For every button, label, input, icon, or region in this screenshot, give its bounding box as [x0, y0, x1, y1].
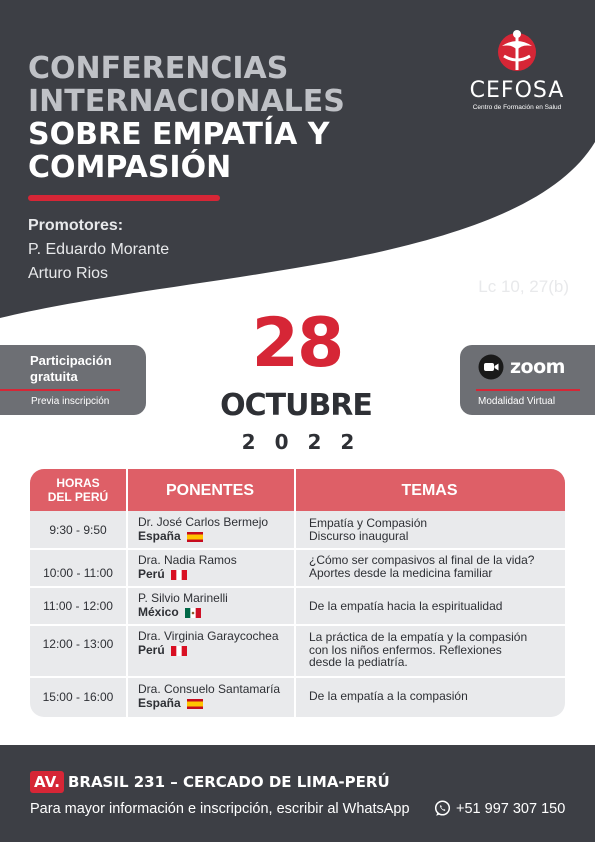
table-row: [30, 626, 565, 676]
table-row: [30, 511, 565, 548]
row-speaker: P. Silvio Marinelli: [138, 591, 228, 605]
schedule-header: [30, 469, 565, 511]
cefosa-emblem-icon: [492, 26, 542, 76]
row-country: Perú: [138, 567, 165, 581]
spain-flag-icon: [187, 699, 203, 709]
row-speaker: Dra. Nadia Ramos: [138, 553, 237, 567]
row-topic-line: De la empatía hacia la espiritualidad: [309, 599, 503, 613]
address-av-tag: AV.: [30, 771, 64, 793]
contact-info: Para mayor información e inscripción, escribir al WhatsApp: [30, 801, 410, 817]
title-underline: [28, 195, 220, 201]
event-month: OCTUBRE: [220, 388, 372, 423]
zoom-label: zoom: [510, 356, 565, 378]
badge-left-line-2: gratuita: [30, 369, 78, 384]
row-topic-line: Aportes desde la medicina familiar: [309, 565, 493, 580]
quote-reference: Lc 10, 27(b): [478, 277, 569, 296]
title-line-1: CONFERENCIAS: [28, 51, 289, 86]
header-hours: [30, 476, 126, 504]
address: [30, 771, 390, 793]
whatsapp-icon: [434, 800, 451, 817]
row-topic-line: Empatía y Compasión: [309, 516, 428, 530]
promoters-heading: Promotores:: [28, 217, 124, 234]
whatsapp-phone: +51 997 307 150: [456, 800, 566, 817]
row-time: 10:00 - 11:00: [43, 566, 113, 580]
row-topic-line: La práctica de la empatía y la compasión: [309, 630, 528, 644]
table-row: [30, 588, 565, 624]
title-line-3: SOBRE EMPATÍA Y: [28, 117, 330, 152]
mexico-flag-icon: [185, 608, 201, 618]
badge-left-divider: [0, 389, 120, 391]
row-topic-line: Discurso inaugural: [309, 528, 409, 543]
quote-line-3: como a ti mismo”: [426, 253, 569, 272]
row-country: España: [138, 529, 181, 543]
schedule-table: [30, 469, 565, 717]
peru-flag-icon: [171, 570, 187, 580]
event-year: 2022: [241, 430, 374, 454]
table-row: [30, 678, 565, 717]
promoters-block: [28, 214, 169, 286]
logo-subtitle: Centro de Formación en Salud: [472, 104, 562, 111]
peru-flag-icon: [171, 646, 187, 656]
badge-left-sub: Previa inscripción: [31, 396, 110, 407]
table-row: [30, 550, 565, 586]
row-speaker: Dra. Virginia Garaycochea: [138, 629, 279, 643]
free-participation-badge: [0, 345, 146, 415]
badge-left-line-1: Participación: [30, 353, 112, 368]
row-time: 9:30 - 9:50: [49, 523, 107, 537]
event-day: 28: [251, 304, 343, 383]
title-line-4: COMPASIÓN: [28, 150, 232, 185]
zoom-icon: [478, 354, 504, 380]
row-speaker: Dr. José Carlos Bermejo: [138, 515, 269, 529]
cefosa-logo: [462, 26, 572, 111]
whatsapp-contact: [434, 800, 565, 817]
bible-quote: [426, 203, 569, 299]
address-text: BRASIL 231 – CERCADO DE LIMA-PERÚ: [67, 773, 390, 791]
row-time: 12:00 - 13:00: [42, 637, 114, 651]
logo-name: CEFOSA: [469, 78, 565, 103]
title-line-2: INTERNACIONALES: [28, 84, 345, 119]
header-topics: TEMAS: [401, 482, 458, 499]
badge-right-divider: [476, 389, 580, 391]
row-country: México: [138, 605, 179, 619]
event-title: [28, 52, 345, 184]
row-topic-line: desde la pediatría.: [309, 655, 408, 669]
quote-line-2: a tu prójimo: [471, 229, 569, 248]
row-time: 11:00 - 12:00: [43, 599, 113, 613]
row-country: Perú: [138, 643, 165, 657]
spain-flag-icon: [187, 532, 203, 542]
row-country: España: [138, 696, 181, 710]
row-topic-line: con los niños enfermos. Reflexiones: [309, 642, 502, 657]
row-topic-line: ¿Cómo ser compasivos al final de la vida?: [309, 553, 535, 567]
header-hours-line-2: DEL PERÚ: [47, 490, 109, 504]
promoter-2: Arturo Rios: [28, 265, 109, 282]
badge-right-sub: Modalidad Virtual: [478, 396, 556, 407]
row-speaker: Dra. Consuelo Santamaría: [138, 682, 281, 696]
header-hours-line-1: HORAS: [56, 476, 100, 490]
zoom-badge: [460, 345, 595, 415]
row-time: 15:00 - 16:00: [42, 690, 114, 704]
quote-line-1: “Ama: [523, 205, 569, 224]
row-topic-line: De la empatía a la compasión: [309, 689, 468, 703]
footer: [0, 745, 595, 842]
promoter-1: P. Eduardo Morante: [28, 241, 170, 258]
header-speakers: PONENTES: [165, 482, 254, 499]
